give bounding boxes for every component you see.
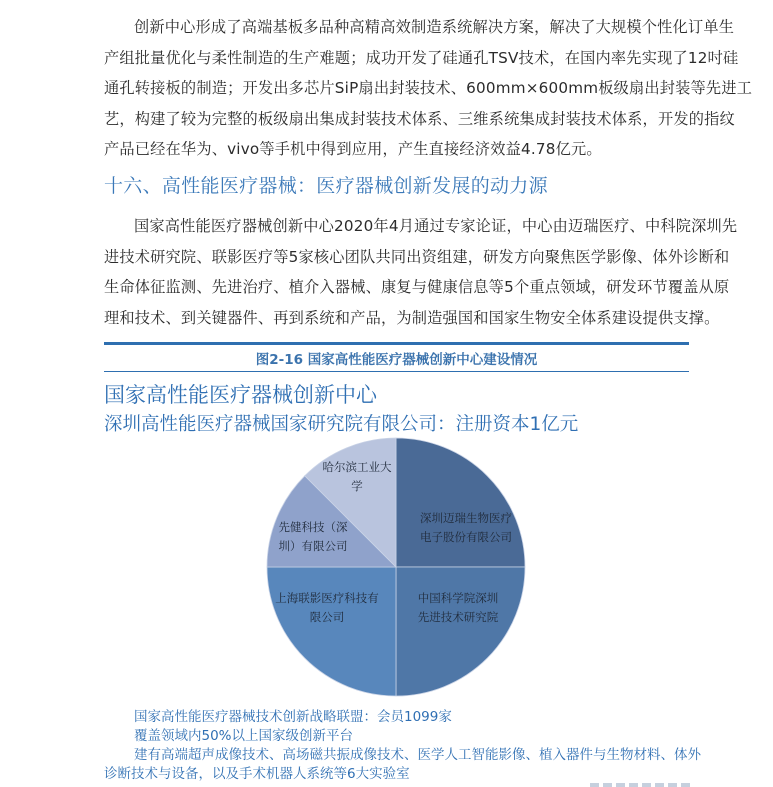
paragraph-line: 产品已经在华为、vivo等手机中得到应用，产生直接经济效益4.78亿元。 — [104, 140, 602, 158]
pie-slice-label-line: 圳）有限公司 — [278, 539, 348, 553]
figure-caption: 图2-16 国家高性能医疗器械创新中心建设情况 — [255, 352, 538, 368]
pie-slice-label — [396, 509, 536, 547]
source-note-cutoff — [590, 783, 690, 787]
fact-alliance: 国家高性能医疗器械技术创新战略联盟：会员1099家 — [134, 709, 452, 725]
paragraph-line: 产组批量优化与柔性制造的生产难题；成功开发了硅通孔TSV技术，在国内率先实现了12吋硅 — [104, 48, 739, 67]
paragraph-line: 创新中心形成了高端基板多品种高精高效制造系统解决方案，解决了大规模个性化订单生 — [134, 18, 735, 36]
pie-slice-label-line: 限公司 — [309, 610, 345, 624]
pie-slice-label — [243, 518, 383, 556]
paragraph-line: 生命体征监测、先进治疗、植介入器械、康复与健康信息等5个重点领域，研发环节覆盖从原 — [104, 278, 730, 296]
paragraph-line: 国家高性能医疗器械创新中心2020年4月通过专家论证，中心由迈瑞医疗、中科院深圳先 — [134, 217, 738, 235]
pie-slice-label-line: 哈尔滨工业大 — [322, 460, 392, 474]
pie-slice-label-line: 中国科学院深圳 — [417, 591, 499, 605]
pie-slice-label — [287, 458, 427, 496]
fact-coverage: 覆盖领域内50%以上国家级创新平台 — [134, 728, 354, 744]
paragraph-line: 理和技术、到关键器件、再到系统和产品，为制造强国和国家生物安全体系建设提供支撑。 — [104, 308, 720, 327]
pie-slice-label — [388, 589, 528, 627]
pie-slice-label-line: 上海联影医疗科技有 — [275, 591, 379, 605]
fact-labs: 建有高端超声成像技术、高场磁共振成像技术、医学人工智能影像、植入器件与生物材料、体外 — [134, 747, 701, 763]
pie-slice-label-line: 电子股份有限公司 — [420, 530, 512, 544]
org-subtitle: 深圳高性能医疗器械国家研究院有限公司：注册资本1亿元 — [104, 414, 579, 435]
paragraph-line: 进技术研究院、联影医疗等5家核心团队共同出资组建，研发方向聚焦医学影像、体外诊断和 — [104, 247, 730, 266]
facts-list — [104, 708, 704, 784]
pie-slice-label-line: 先进技术研究院 — [417, 610, 499, 624]
pie-slice-label-line: 学 — [351, 479, 363, 493]
pie-slice-label-line: 先健科技（深 — [278, 520, 348, 534]
fact-labs-continued: 诊断技术与设备，以及手术机器人系统等6大实验室 — [104, 766, 410, 782]
org-title: 国家高性能医疗器械创新中心 — [104, 383, 377, 407]
paragraph-line: 艺，构建了较为完整的板级扇出集成封装技术体系、三维系统集成封装技术体系，开发的指纹 — [104, 109, 735, 128]
pie-slice-label-line: 深圳迈瑞生物医疗 — [420, 511, 512, 525]
paragraph-line: 通孔转接板的制造；开发出多芯片SiP扇出封装技术、600mm×600mm板级扇出封装等先进工 — [104, 79, 753, 97]
pie-slice — [396, 567, 525, 696]
section-heading: 十六、高性能医疗器械：医疗器械创新发展的动力源 — [104, 175, 548, 197]
pie-slice — [267, 567, 396, 696]
pie-slice-label — [257, 589, 397, 627]
